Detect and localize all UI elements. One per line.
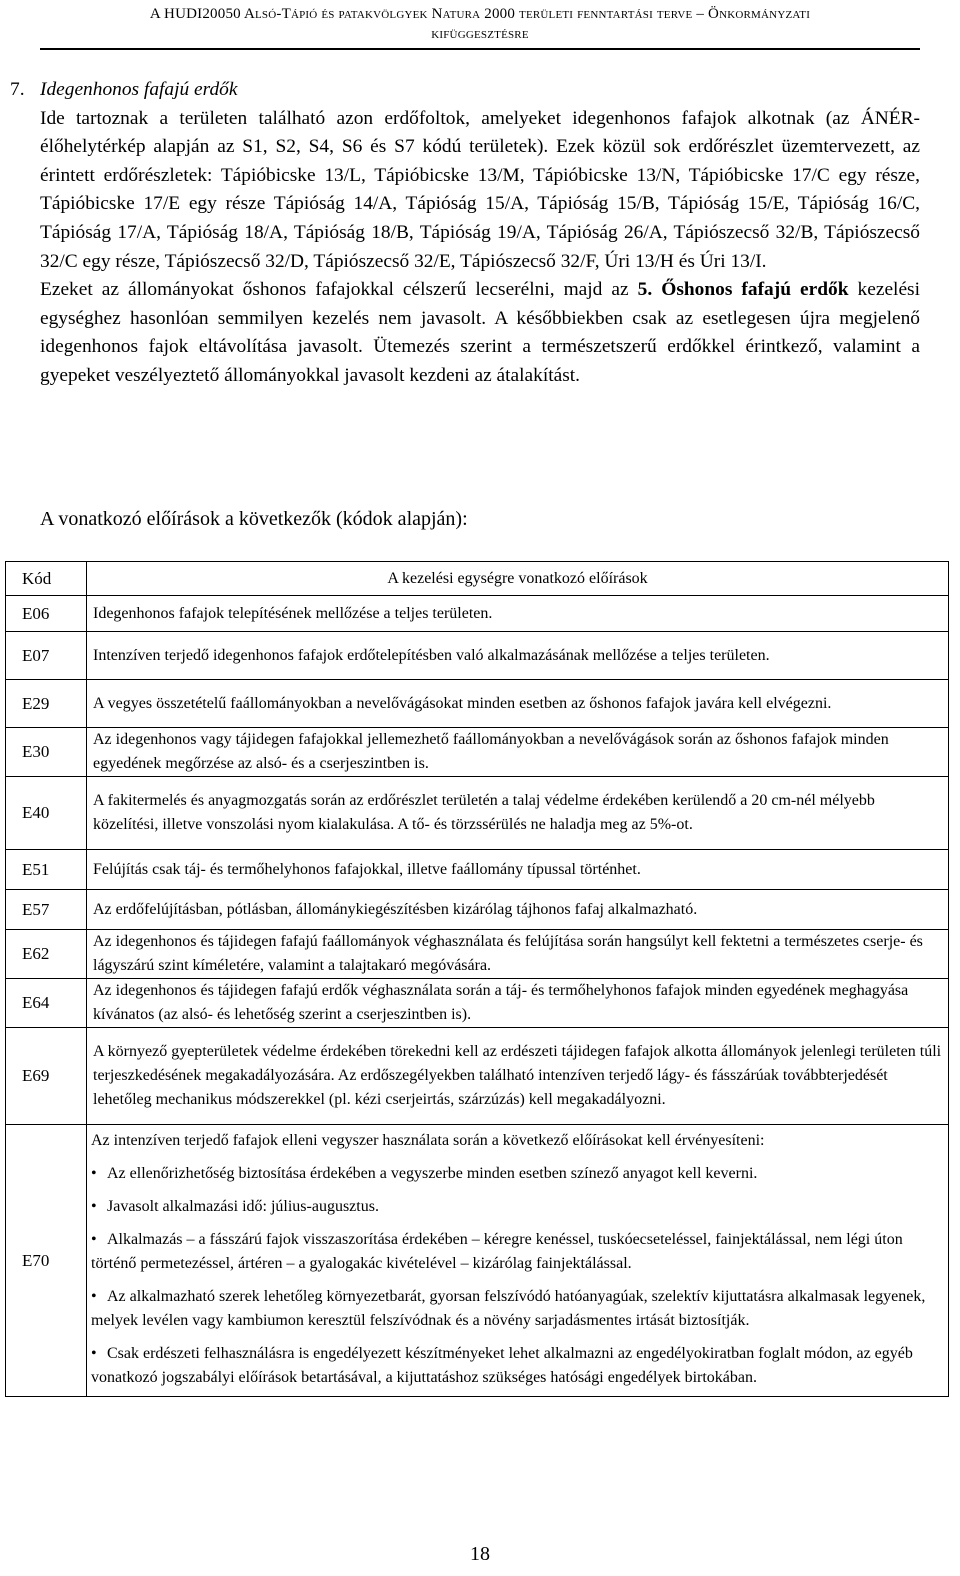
table-row [6,979,949,1028]
page-number: 18 [470,1543,490,1565]
row-code: E57 [6,890,87,930]
row-code: E06 [6,596,87,632]
header-text-cell: A kezelési egységre vonatkozó előírások [87,562,949,596]
table-row [6,680,949,728]
e70-bullet-item [91,1228,942,1276]
row-code: E70 [6,1125,87,1397]
e70-intro: Az intenzíven terjedő fafajok elleni vegyszer használata során a következő előírásokat kell érvényesíteni: [91,1132,765,1149]
header-divider [40,48,920,50]
paragraph-2-bold: 5. Őshonos fafajú erdők [637,279,849,301]
row-text: A vegyes összetételű faállományokban a nevelővágásokat minden esetben az őshonos fafajok javára kell elvégezni. [87,680,949,728]
bullet-icon: • [91,1345,97,1362]
header-line-1: A HUDI20050 Alsó-Tápió és patakvölgyek Natura 2000 területi fenntartási terve – Önkormányzati [149,6,811,22]
section-7 [10,76,920,391]
paragraph-2-pre: Ezeket az állományokat őshonos fafajokkal célszerű lecserélni, majd az [40,279,638,301]
e70-bullet-text: Az alkalmazható szerek lehetőleg környezetbarát, gyorsan felszívódó hatóanyagúak, szelektív kijuttatásra alkalmasak legyenek, melyek levélen vagy kambiumon keresztül felszívódnak és a növény sarjadásmentes irtását biztosítják. [91,1288,926,1329]
table-row [6,596,949,632]
row-text: Az idegenhonos vagy tájidegen fafajokkal jellemezhető faállományokban a nevelővágások során az őshonos fafajok minden egyedének megőrzése az alsó- és a cserjeszintben is. [87,728,949,777]
table-row [6,632,949,680]
section-number: 7. [10,79,25,100]
row-code: E51 [6,850,87,890]
section-heading [10,76,920,105]
e70-bullet-text: Az ellenőrizhetőség biztosítása érdekében a vegyszerbe minden esetben színező anyagot kell keverni. [107,1165,758,1182]
table-row [6,728,949,777]
header-code-cell: Kód [6,562,87,596]
table-header-row [6,562,949,596]
e70-bullet-text: Javasolt alkalmazási idő: július-augusztus. [107,1198,379,1215]
bullet-icon: • [91,1231,97,1248]
row-text: Az erdőfelújításban, pótlásban, állománykiegészítésben kizárólag tájhonos fafaj alkalmazható. [87,890,949,930]
row-text: Az idegenhonos és tájidegen fafajú faállományok véghasználata és felújítása során hangsúlyt kell fektetni a természetes cserje- és lágyszárú szint kíméletére, valamint a talajtakaró megóvására. [87,930,949,979]
section-paragraph-2 [40,276,920,390]
section-title: Idegenhonos fafajú erdők [40,79,238,100]
row-code: E29 [6,680,87,728]
row-code: E40 [6,777,87,850]
rules-table [5,561,949,1397]
bullet-icon: • [91,1288,97,1305]
e70-bullet-item [91,1195,942,1219]
row-code: E07 [6,632,87,680]
row-text: Felújítás csak táj- és termőhelyhonos fafajokkal, illetve faállomány típussal történhet. [87,850,949,890]
table-row-e70 [6,1125,949,1397]
e70-bullet-text: Alkalmazás – a fásszárú fajok visszaszorítása érdekében – kéregre kenéssel, tuskóecseteléssel, fainjektálással, nem légi úton történő permetezéssel, ártéren – a gyalogakác kivételével – kizárólag fainjektálással. [91,1231,903,1272]
e70-bullet-item [91,1342,942,1390]
e70-bullet-text: Csak erdészeti felhasználásra is engedélyezett készítményeket lehet alkalmazni az engedélyokiratban foglalt módon, az egyéb vonatkozó jogszabályi előírások betartásával, a kijuttatáshoz szükséges hatósági engedélyek birtokában. [91,1345,913,1386]
paragraph-2-post: kezelési egységhez hasonlóan semmilyen kezelés nem javasolt. A későbbiekben csak az esetlegesen újra megjelenő idegenhonos fajok eltávolítása javasolt. Ütemezés szerint a természetszerű erdőkkel érintkező, valamint a gyepeket veszélyeztető állományokkal javasolt kezdeni az átalakítást. [40,279,920,386]
row-text: A környező gyepterületek védelme érdekében törekedni kell az erdészeti tájidegen fafajok alkotta állományok jelenlegi területen túli terjeszkedésének megakadályozására. Az erdőszegélyekben található intenzíven terjedő lágy- és fásszárúak továbbterjedését lehetőleg mechanikus módszerekkel (pl. kézi cserjeirtás, szárzúzás) kell megakadályozni. [87,1028,949,1125]
table-row [6,777,949,850]
e70-bullet-item [91,1162,942,1186]
bullet-icon: • [91,1198,97,1215]
row-text: A fakitermelés és anyagmozgatás során az erdőrészlet területén a talaj védelme érdekében kerülendő a 20 cm-nél mélyebb közelítési, illetve vonszolási nyom kialakulása. A tő- és törzssérülés ne haladja meg az 5%-ot. [87,777,949,850]
page-header [40,4,920,44]
row-code: E62 [6,930,87,979]
e70-bullet-item [91,1285,942,1333]
header-line-2: kifüggesztésre [431,26,529,42]
row-code: E69 [6,1028,87,1125]
table-row [6,1028,949,1125]
row-code: E30 [6,728,87,777]
table-row [6,890,949,930]
row-text: Idegenhonos fafajok telepítésének mellőzése a teljes területen. [87,596,949,632]
table-row [6,850,949,890]
row-text: Az idegenhonos és tájidegen fafajú erdők véghasználata során a táj- és termőhelyhonos fafajok minden egyedének meghagyása kívánatos (az alsó- és lehetőség szerint a cserjeszintben is). [87,979,949,1028]
rules-intro: A vonatkozó előírások a következők (kódok alapján): [40,508,468,530]
row-code: E64 [6,979,87,1028]
table-row [6,930,949,979]
section-paragraph-1: Ide tartoznak a területen található azon erdőfoltok, amelyeket idegenhonos fafajok alkotnak (az ÁNÉR-élőhelytérkép alapján az S1, S2, S4, S6 és S7 kódú területek). Ezek közül sok erdőrészlet üzemtervezett, az érintett erdőrészletek: Tápióbicske 13/L, Tápióbicske 13/M, Tápióbicske 13/N, Tápióbicske 17/C egy része, Tápióbicske 17/E egy része Tápióság 14/A, Tápióság 15/A, Tápióság 15/B, Tápióság 15/E, Tápióság 16/C, Tápióság 17/A, Tápióság 18/A, Tápióság 18/B, Tápióság 19/A, Tápióság 26/A, Tápiószecső 32/B, Tápiószecső 32/C egy része, Tápiószecső 32/D, Tápiószecső 32/E, Tápiószecső 32/F, Úri 13/H és Úri 13/I. [40,107,920,272]
row-text: Intenzíven terjedő idegenhonos fafajok erdőtelepítésben való alkalmazásának mellőzése a teljes területen. [87,632,949,680]
e70-rules [87,1125,949,1397]
bullet-icon: • [91,1165,97,1182]
